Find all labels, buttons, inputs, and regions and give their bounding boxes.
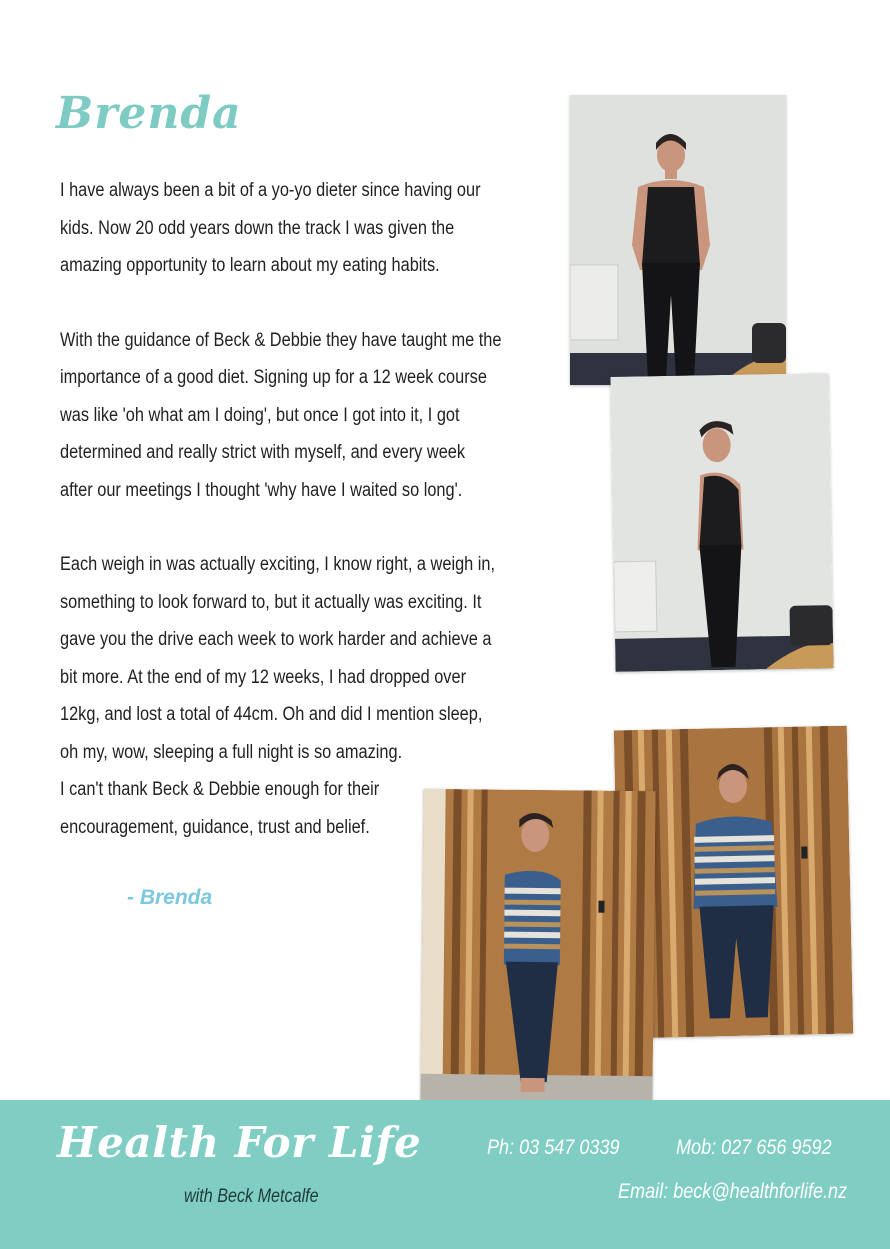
text-line: after our meetings I thought 'why have I waited so long'.	[60, 479, 463, 501]
text-line: something to look forward to, but it actually was exciting. It	[60, 591, 482, 613]
brand-logo: Health For Life	[57, 1118, 422, 1167]
text-line: Each weigh in was actually exciting, I know right, a weigh in,	[60, 554, 496, 575]
text-line: was like 'oh what am I doing', but once I got into it, I got	[60, 404, 460, 426]
text-line: oh my, wow, sleeping a full night is so amazing.	[60, 741, 403, 763]
text-line: determined and really strict with myself, and every week	[60, 442, 466, 463]
text-line: kids. Now 20 odd years down the track I was given the	[60, 217, 455, 239]
text-line: amazing opportunity to learn about my eating habits.	[60, 255, 440, 276]
testimonial-body	[60, 172, 524, 846]
signoff: - Brenda	[127, 886, 213, 909]
text-line: I can't thank Beck & Debbie enough for their	[60, 779, 380, 800]
text-line: encouragement, guidance, trust and belief.	[60, 816, 370, 838]
photo-before-side	[610, 373, 833, 672]
text-line: importance of a good diet. Signing up for a 12 week course	[60, 367, 487, 388]
brand-tagline: with Beck Metcalfe	[184, 1186, 319, 1207]
text-line: 12kg, and lost a total of 44cm. Oh and did I mention sleep,	[60, 704, 483, 725]
paragraph-2	[60, 322, 524, 510]
photo-before-front	[570, 95, 786, 385]
text-line: With the guidance of Beck & Debbie they have taught me the	[60, 329, 502, 351]
text-line: I have always been a bit of a yo-yo dieter since having our	[60, 180, 481, 201]
page-title: Brenda	[56, 88, 242, 139]
footer	[0, 1100, 890, 1249]
mobile-number: Mob: 027 656 9592	[676, 1136, 832, 1159]
photo-after-side	[420, 789, 655, 1113]
text-line: gave you the drive each week to work harder and achieve a	[60, 629, 492, 650]
paragraph-1	[60, 172, 524, 285]
email-address: Email: beck@healthforlife.nz	[618, 1180, 848, 1203]
phone-number: Ph: 03 547 0339	[487, 1136, 620, 1159]
text-line: bit more. At the end of my 12 weeks, I had dropped over	[60, 666, 467, 688]
